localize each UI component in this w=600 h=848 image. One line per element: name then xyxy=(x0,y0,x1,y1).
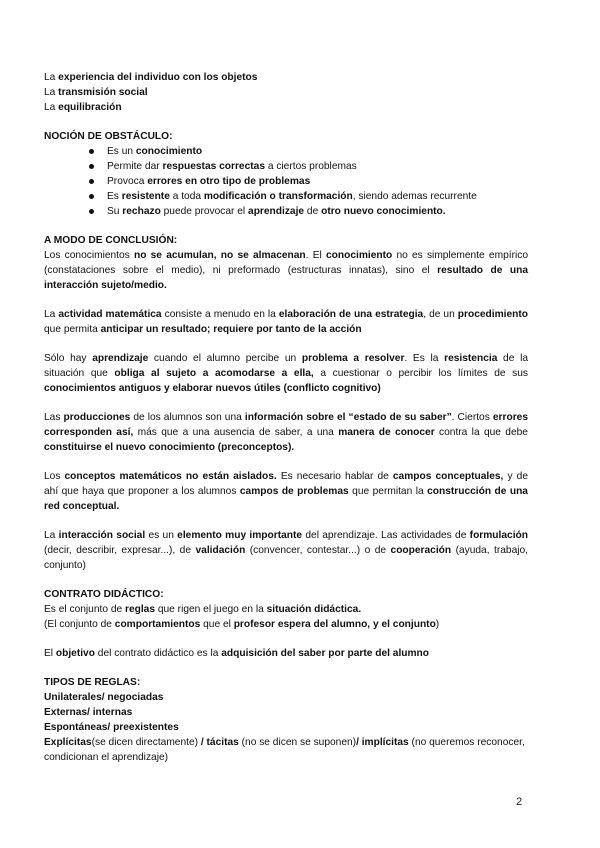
regla-3: Espontáneas/ preexistentes xyxy=(44,722,179,733)
contrato-line-2: (El conjunto de comportamientos que el profesor espera del alumno, y el conjunto) xyxy=(44,619,440,630)
bullet-icon xyxy=(89,164,94,169)
intro-line-3: La equilibración xyxy=(44,102,122,113)
heading-obstaculo: NOCIÓN DE OBSTÁCULO: xyxy=(44,131,173,142)
bullet-icon xyxy=(89,209,94,214)
list-item: Su rechazo puede provocar el aprendizaje de otro nuevo conocimiento. xyxy=(88,204,528,219)
contrato-objetivo: El objetivo del contrato didáctico es la adquisición del saber por parte del alumno xyxy=(44,648,430,659)
paragraph-conocimiento: Los conocimientos no se acumulan, no se almacenan. El conocimiento no es simplemente empírico (constataciones sobre el medio), ni preformado (estructuras innatas), sino el resultado de una interacción sujeto/medio. xyxy=(44,250,528,291)
page-content xyxy=(44,70,528,765)
paragraph-aprendizaje: Sólo hay aprendizaje cuando el alumno percibe un problema a resolver. Es la resistencia de la situación que obliga al sujeto a acomodarse a ella, a cuestionar o percibir los límites de sus conocimientos antiguos y elaborar nuevos útiles (conflicto cognitivo) xyxy=(44,353,529,394)
heading-contrato: CONTRATO DIDÁCTICO: xyxy=(44,589,164,600)
list-item: Es resistente a toda modificación o transformación, siendo ademas recurrente xyxy=(88,189,528,204)
list-item: Provoca errores en otro tipo de problemas xyxy=(88,174,528,189)
bullet-icon xyxy=(89,179,94,184)
intro-line-2: La transmisión social xyxy=(44,87,148,98)
regla-4: Explícitas(se dicen directamente) / tácitas (no se dicen se suponen)/ implícitas (no queremos reconocer, condicionan el aprendizaje) xyxy=(44,737,525,763)
heading-conclusion: A MODO DE CONCLUSIÓN: xyxy=(44,235,178,246)
regla-1: Unilaterales/ negociadas xyxy=(44,692,164,703)
heading-reglas: TIPOS DE REGLAS: xyxy=(44,677,141,688)
list-item: Permite dar respuestas correctas a ciertos problemas xyxy=(88,159,528,174)
obstaculo-list xyxy=(44,144,528,219)
paragraph-conceptos: Los conceptos matemáticos no están aislados. Es necesario hablar de campos conceptuales, y de ahí que haya que proponer a los alumnos campos de problemas que permitan la construcción de una red conceptual. xyxy=(44,471,528,512)
contrato-line-1: Es el conjunto de reglas que rigen el juego en la situación didáctica. xyxy=(44,604,362,615)
list-item: Es un conocimiento xyxy=(88,144,528,159)
paragraph-producciones: Las producciones de los alumnos son una información sobre el “estado de su saber”. Ciertos errores corresponden así, más que a una ausencia de saber, a una manera de conocer contra la que debe constituirse el nuevo conocimiento (preconceptos). xyxy=(44,412,528,453)
paragraph-actividad: La actividad matemática consiste a menudo en la elaboración de una estrategia, de un procedimiento que permita anticipar un resultado; requiere por tanto de la acción xyxy=(44,309,528,335)
page-number: 2 xyxy=(516,796,523,808)
regla-2: Externas/ internas xyxy=(44,707,133,718)
bullet-icon xyxy=(89,194,94,199)
intro-line-1: La experiencia del individuo con los objetos xyxy=(44,72,258,83)
bullet-icon xyxy=(89,149,94,154)
paragraph-interaccion: La interacción social es un elemento muy importante del aprendizaje. Las actividades de formulación (decir, describir, expresar...), de validación (convencer, contestar...) o de cooperación (ayuda, trabajo, conjunto) xyxy=(44,530,528,571)
